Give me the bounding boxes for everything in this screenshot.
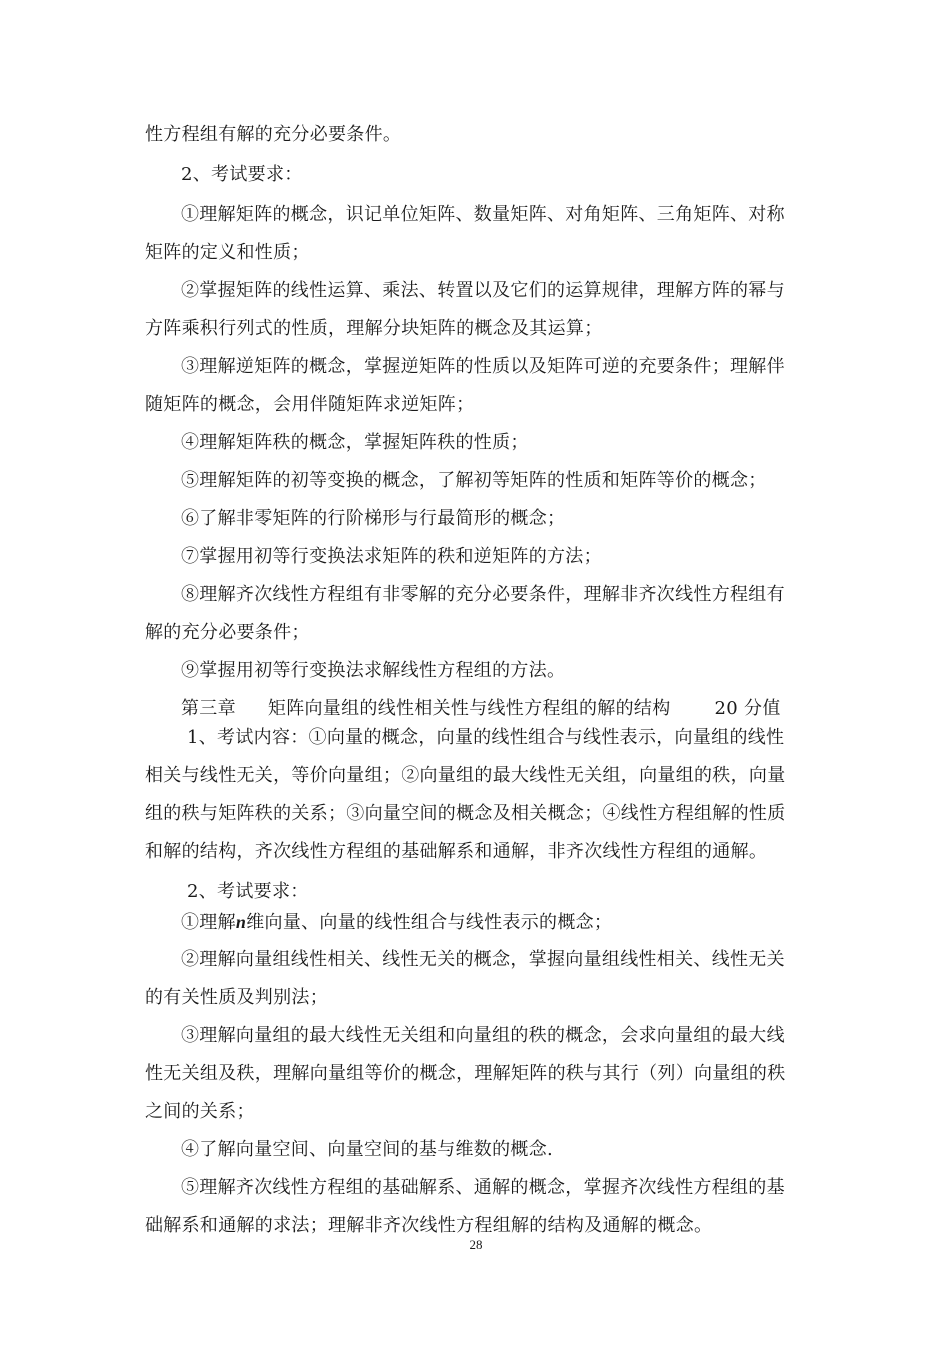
text-line: ⑦掌握用初等行变换法求矩阵的秩和逆矩阵的方法；	[181, 546, 602, 567]
text-line	[181, 910, 612, 935]
text-line: 性方程组有解的充分必要条件。	[145, 124, 402, 145]
page-number: 28	[469, 1237, 483, 1252]
text-line: 1、考试内容：①向量的概念，向量的线性组合与线性表示，向量组的线性	[187, 727, 785, 748]
chapter-heading	[181, 697, 781, 721]
text-line: ⑧理解齐次线性方程组有非零解的充分必要条件，理解非齐次线性方程组有	[181, 584, 785, 605]
text-line: ⑥了解非零矩阵的行阶梯形与行最简形的概念；	[181, 508, 566, 529]
section-heading: 2、考试要求：	[187, 881, 309, 902]
text-line: 随矩阵的概念，会用伴随矩阵求逆矩阵；	[145, 394, 475, 415]
section-heading: 2、考试要求：	[181, 164, 303, 185]
text-line: ②掌握矩阵的线性运算、乘法、转置以及它们的运算规律，理解方阵的幂与	[181, 280, 785, 301]
text-line: ⑤理解矩阵的初等变换的概念，了解初等矩阵的性质和矩阵等价的概念；	[181, 470, 767, 491]
text-line: ②理解向量组线性相关、线性无关的概念，掌握向量组线性相关、线性无关	[181, 949, 785, 970]
text-line: 相关与线性无关，等价向量组；②向量组的最大线性无关组，向量组的秩，向量	[145, 765, 786, 786]
text-fragment: ①理解	[181, 912, 236, 933]
text-line: ④了解向量空间、向量空间的基与维数的概念.	[181, 1139, 554, 1160]
chapter-score: 20 分值	[714, 698, 781, 719]
text-line: 矩阵的定义和性质；	[145, 242, 310, 263]
text-fragment: 维向量、向量的线性组合与线性表示的概念；	[246, 912, 613, 933]
text-line: 性无关组及秩，理解向量组等价的概念，理解矩阵的秩与其行（列）向量组的秩	[145, 1063, 786, 1084]
text-line: 础解系和通解的求法；理解非齐次线性方程组解的结构及通解的概念。	[145, 1215, 713, 1236]
text-line: 和解的结构，齐次线性方程组的基础解系和通解，非齐次线性方程组的通解。	[145, 841, 768, 862]
chapter-label: 第三章	[181, 698, 236, 719]
text-line: ③理解向量组的最大线性无关组和向量组的秩的概念，会求向量组的最大线	[181, 1025, 785, 1046]
chapter-title: 矩阵向量组的线性相关性与线性方程组的解的结构	[267, 698, 671, 719]
text-line: 组的秩与矩阵秩的关系；③向量空间的概念及相关概念；④线性方程组解的性质	[145, 803, 786, 824]
text-line: ③理解逆矩阵的概念，掌握逆矩阵的性质以及矩阵可逆的充要条件；理解伴	[181, 356, 785, 377]
text-line: ⑨掌握用初等行变换法求解线性方程组的方法。	[181, 660, 566, 681]
text-line: 解的充分必要条件；	[145, 622, 310, 643]
text-line: 方阵乘积行列式的性质，理解分块矩阵的概念及其运算；	[145, 318, 603, 339]
text-line: 的有关性质及判别法；	[145, 987, 328, 1008]
text-line: ①理解矩阵的概念，识记单位矩阵、数量矩阵、对角矩阵、三角矩阵、对称	[181, 204, 785, 225]
math-variable: n	[235, 912, 247, 932]
text-line: 之间的关系；	[145, 1101, 255, 1122]
text-line: ⑤理解齐次线性方程组的基础解系、通解的概念，掌握齐次线性方程组的基	[181, 1177, 785, 1198]
text-line: ④理解矩阵秩的概念，掌握矩阵秩的性质；	[181, 432, 529, 453]
